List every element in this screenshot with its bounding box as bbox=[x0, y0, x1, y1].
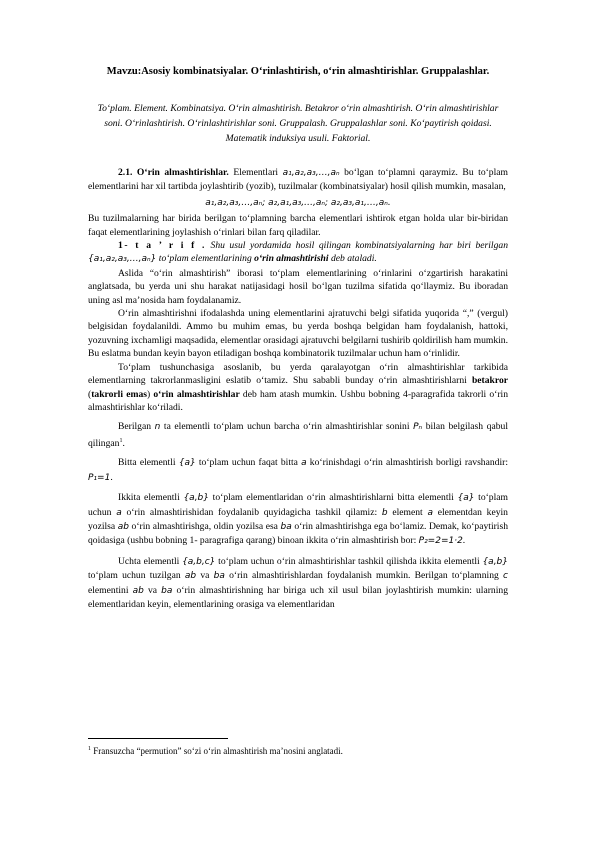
paragraph-explanation: Bu tuzilmalarning har birida berilgan to‘plamning barcha elementlari ishtirok etgan holda ular bir-biridan faqat elementlarining joylashish o‘rinlari bilan farq qiladilar. bbox=[88, 213, 508, 238]
paragraph-p3: Uchta elementli {a,b,c} to‘plam uchun o‘rin almashtirishlar tashkil qilishda ikkita elementli {a,b} to‘plam uchun tuzilgan ab va ba o‘rin almashtirishlardan foydalanish mumkin. Berilgan to‘plamning c elementini ab va ba o‘rin almashtirishning har biriga uch xil usul bilan joylashtirish mumkin: ularning elementlaridan keyin, elementlarining orasiga va elementlaridan bbox=[88, 555, 508, 610]
definition-label: 1- t a ’ r i f . bbox=[118, 240, 207, 252]
defined-term: o‘rin almashtirishi bbox=[254, 253, 329, 265]
paragraph-p1: Bitta elementli {a} to‘plam uchun faqat bitta a ko‘rinishdagi o‘rin almashtirish borligi ravshandir: P₁=1. bbox=[88, 457, 508, 483]
paragraph-p2: Ikkita elementli {a,b} to‘plam elementlaridan o‘rin almashtirishlarni bitta elementli {a} to‘plam uchun a o‘rin almashtirishidan foydalanib quyidagicha tashkil qilamiz: b element a elementdan keyin yozilsa ab o‘rin almashtirishga, oldin yozilsa esa ba o‘rin almashtirishga ega bo‘lamiz. Demak, ko‘paytirish qoidasiga (ushbu bobning 1- paragrafiga qarang) binoan ikkita o‘rin almashtirish bor: P₂=2=1·2. bbox=[88, 492, 509, 547]
math-inline: a₁,a₂,a₃,…,aₙ bbox=[282, 168, 340, 178]
paragraph-betakror: To‘plam tushunchasiga asoslanib, bu yerda qaralayotgan o‘rin almashtirishlar tarkibida elementlarning takrorlanmasligini eslatib o‘tamiz. Shu sababli bunday o‘rin almashtirishlarni betakror (takrorli emas) o‘rin almashtirishlar deb ham atash mumkin. Ushbu bobning 4-paragrafida takrorli o‘rin almashtirishlar ko‘riladi. bbox=[88, 361, 508, 413]
paragraph-intro: 2.1. O‘rin almashtirishlar. Elementlari a₁,a₂,a₃,…,aₙ bo‘lgan to‘plamni qaraymiz. Bu to‘plam elementlarini har xil tartibda joylashtirib (yozib), tuzilmalar (kombinatsiyalar) hosil qilish mumkin, masalan, bbox=[88, 167, 508, 193]
footnote bbox=[88, 746, 508, 756]
keywords-list: To‘plam. Element. Kombinatsiya. O‘rin almashtirish. Betakror o‘rin almashtirish. O‘rin almashtirishlar soni. O‘rinlashtirish. O‘rinlashtirishlar soni. Gruppalash. Gruppalashlar soni. Ko‘paytirish qoidasi. Matematik induksiya usuli. Faktorial. bbox=[97, 103, 499, 144]
paragraph-separator: O‘rin almashtirishni ifodalashda uning elementlarini ajratuvchi belgi sifatida yuqorida “,” (vergul) belgisidan foydalanildi. Ammo bu muhim emas, bu yerda boshqa belgidan ham foydalanish, hattoki, yozuvning ixchamligi maqsadida, elementlar orasidagi ajratuvchi belgilarni tushirib qoldirilish ham mumkin. Bu eslatma bundan keyin bayon etiladigan boshqa kombinatorik tuzilmalar uchun ham o‘rinlidir. bbox=[88, 308, 508, 360]
math-inline: {a₁,a₂,a₃,…,aₙ} bbox=[88, 254, 157, 265]
equation-permutations: a₁,a₂,a₃,…,aₙ; a₂,a₁,a₃,…,aₙ; a₂,a₃,a₁,…,aₙ. bbox=[205, 197, 391, 208]
footnote-divider bbox=[88, 738, 228, 739]
page-title: Mavzu:Asosiy kombinatsiyalar. O‘rinlashtirish, o‘rin almashtirishlar. Gruppalashlar. bbox=[106, 66, 490, 77]
footnote-text: Fransuzcha “permution” so‘zi o‘rin almashtirish ma’nosini anglatadi. bbox=[91, 746, 343, 756]
definition: 1- t a ’ r i f . Shu usul yordamida hosil qilingan kombinatsiyalarning har biri berilgan {a₁,a₂,a₃,…,aₙ} to‘plam elementlarining o‘rin almashtirishi deb ataladi. bbox=[88, 240, 508, 265]
paragraph-meaning: Aslida “o‘rin almashtirish” iborasi to‘plam elementlarining o‘rinlarini o‘zgartirish harakatini anglatsada, bu yerda uni shu harakat natijasidagi hosil bo‘lgan tuzilma sifatida qo‘llaymiz. Bu iboradan uning asl ma’nosida ham foydalanamiz. bbox=[88, 267, 508, 306]
section-heading: 2.1. O‘rin almashtirishlar. bbox=[118, 167, 229, 178]
main-text bbox=[88, 166, 508, 611]
footnote-number: 1 bbox=[88, 746, 91, 752]
footnote-marker[interactable]: 1 bbox=[119, 437, 123, 444]
paragraph-pn: Berilgan n ta elementli to‘plam uchun barcha o‘rin almashtirishlar sonini Pₙ bilan belgilash qabul qilingan$^1$. bbox=[88, 421, 508, 449]
